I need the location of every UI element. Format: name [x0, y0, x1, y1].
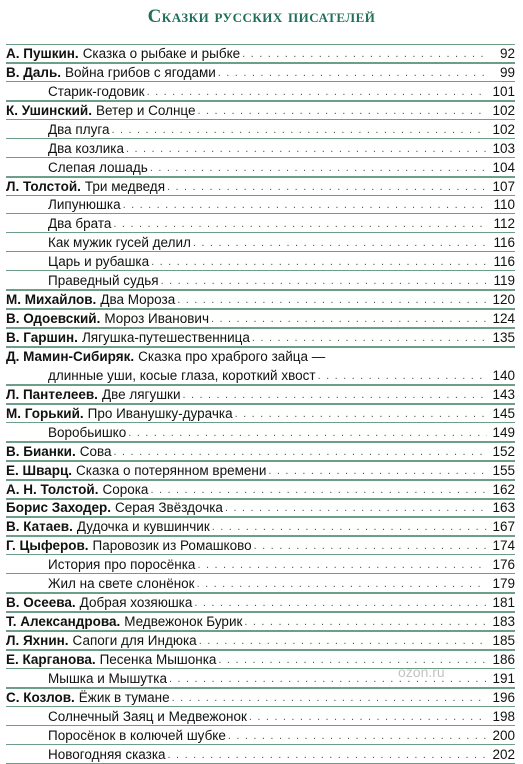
dot-leader — [318, 368, 487, 384]
toc-entry — [6, 385, 515, 404]
toc-work-title: Сказка про храброго зайца — — [138, 348, 326, 364]
toc-work-title: Праведный судья — [48, 273, 159, 289]
dot-leader — [254, 538, 487, 554]
dot-leader — [249, 709, 487, 725]
toc-entry — [6, 101, 515, 120]
toc-page-number: 102 — [492, 102, 515, 118]
toc-work-title: Про Иванушку-дурачка — [87, 405, 233, 421]
toc-page-number: 124 — [492, 311, 515, 327]
toc-work-title: Два козлика — [48, 140, 125, 156]
dot-leader — [126, 141, 487, 157]
dot-leader — [268, 463, 487, 479]
toc-entry — [6, 404, 515, 423]
toc-entry-text — [6, 387, 489, 403]
toc-work-title: Дудочка и кувшинчик — [76, 519, 210, 535]
toc-entry — [6, 555, 515, 574]
toc-work-title: Как мужик гусей делил — [48, 235, 191, 251]
toc-entry-text — [6, 690, 489, 706]
toc-entry-text — [6, 292, 489, 308]
toc-author: В. Одоевский. — [6, 311, 101, 327]
toc-entry — [6, 139, 515, 158]
toc-entry-text — [6, 179, 489, 195]
toc-page-number: 92 — [499, 45, 515, 61]
toc-page-number: 185 — [492, 633, 515, 648]
toc-work-title: Добрая хозяюшка — [79, 595, 193, 611]
toc-work-title: Солнечный Заяц и Медвежонок — [48, 708, 247, 724]
dot-leader — [150, 482, 487, 498]
toc-page-number: 102 — [492, 121, 515, 137]
toc-entry — [6, 707, 515, 726]
toc-entry — [6, 290, 515, 309]
toc-entry-text — [6, 595, 489, 611]
toc-author: Л. Толстой. — [6, 178, 81, 194]
toc-author: А. Пушкин. — [6, 45, 79, 61]
dot-leader — [235, 406, 487, 422]
watermark: ozon.ru — [398, 664, 445, 680]
toc-page-number: 163 — [492, 500, 515, 516]
dot-leader — [114, 444, 487, 460]
dot-leader — [199, 633, 487, 649]
toc-work-title: Сапоги для Индюка — [72, 633, 197, 648]
toc-entry — [6, 196, 515, 215]
toc-entry-text — [6, 311, 489, 327]
toc-entry-text — [6, 614, 489, 630]
toc-author: Борис Заходер. — [6, 500, 112, 516]
toc-entry — [6, 63, 515, 82]
toc-entry — [6, 214, 515, 233]
dot-leader — [128, 425, 487, 441]
toc-author: К. Ушинский. — [6, 102, 92, 118]
table-of-contents — [6, 44, 515, 764]
toc-entry-text — [6, 122, 489, 138]
toc-page-number: 179 — [492, 576, 515, 592]
toc-work-title: Медвежонок Бурик — [124, 614, 243, 630]
toc-entry-text — [6, 482, 489, 498]
toc-page-number: 200 — [492, 727, 515, 743]
toc-entry — [6, 442, 515, 461]
toc-entry — [6, 536, 515, 555]
toc-author: С. Козлов. — [6, 689, 75, 705]
toc-page-number: 112 — [493, 216, 515, 232]
toc-page-number: 101 — [492, 83, 515, 99]
dot-leader — [225, 500, 487, 516]
toc-work-title: Два брата — [48, 216, 112, 232]
toc-entry — [6, 233, 515, 252]
toc-author: В. Даль. — [6, 64, 62, 80]
toc-entry-text — [6, 160, 489, 176]
toc-page-number: 191 — [492, 670, 515, 686]
toc-entry-text — [6, 254, 489, 270]
toc-entry-text — [6, 216, 489, 232]
toc-page-number: 149 — [492, 424, 515, 440]
dot-leader — [244, 614, 487, 630]
dot-leader — [211, 311, 487, 327]
toc-author: М. Михайлов. — [6, 292, 97, 308]
toc-page-number: 152 — [492, 443, 515, 459]
toc-author: Т. Александрова. — [6, 614, 121, 630]
toc-entry-text — [6, 65, 489, 81]
toc-entry — [6, 745, 515, 764]
toc-work-title: длинные уши, косые глаза, короткий хвост — [48, 367, 316, 383]
toc-work-title: Жил на свете слонёнок — [48, 576, 195, 592]
dot-leader — [167, 179, 487, 195]
dot-leader — [218, 652, 487, 668]
toc-entry — [6, 423, 515, 442]
toc-work-title: Ёжик в тумане — [78, 689, 170, 705]
toc-author: В. Осеева. — [6, 595, 76, 611]
toc-page-number: 155 — [492, 462, 515, 478]
toc-entry-text — [6, 747, 489, 763]
toc-entry-text — [6, 235, 489, 251]
toc-author: А. Н. Толстой. — [6, 481, 99, 497]
toc-page-number: 145 — [492, 405, 515, 421]
toc-entry — [6, 726, 515, 745]
toc-entry — [6, 517, 515, 536]
dot-leader — [242, 46, 487, 62]
dot-leader — [228, 728, 487, 744]
toc-work-title: Паровозик из Ромашково — [92, 538, 252, 554]
dot-leader — [177, 292, 487, 308]
toc-page-number: 99 — [499, 64, 515, 80]
toc-entry-text — [6, 538, 489, 554]
dot-leader — [172, 690, 487, 706]
toc-entry — [6, 499, 515, 518]
toc-entry-text — [6, 500, 489, 516]
toc-work-title: Слепая лошадь — [48, 159, 148, 175]
toc-work-title: Поросёнок в колючей шубке — [48, 727, 226, 743]
dot-leader — [168, 747, 487, 763]
toc-page-number: 119 — [493, 273, 515, 289]
toc-entry — [6, 574, 515, 593]
toc-entry-text — [6, 103, 489, 119]
toc-work-title: Новогодняя сказка — [48, 746, 166, 762]
toc-page-number: 176 — [492, 557, 515, 573]
toc-page-number: 116 — [493, 254, 515, 270]
toc-page-number: 186 — [492, 651, 515, 667]
toc-work-title: Серая Звёздочка — [115, 500, 223, 516]
toc-entry — [6, 120, 515, 139]
toc-entry — [6, 271, 515, 290]
toc-work-title: Царь и рубашка — [48, 254, 150, 270]
dot-leader — [197, 557, 487, 573]
toc-work-title: Сорока — [102, 481, 149, 497]
dot-leader — [194, 595, 487, 611]
dot-leader — [193, 235, 487, 251]
toc-author: Е. Шварц. — [6, 462, 72, 478]
toc-author: Л. Яхнин. — [6, 633, 69, 648]
toc-entry — [6, 252, 515, 271]
toc-entry-text — [6, 425, 489, 441]
toc-author: В. Катаев. — [6, 519, 73, 535]
toc-entry-text — [6, 633, 489, 649]
toc-author: Л. Пантелеев. — [6, 386, 98, 402]
toc-page-number: 167 — [492, 519, 515, 535]
toc-work-title: Мороз Иванович — [104, 311, 209, 327]
toc-entry-text — [6, 463, 489, 479]
toc-entry-text — [6, 197, 489, 213]
toc-work-title: Война грибов с ягодами — [65, 64, 216, 80]
toc-entry-text — [6, 46, 489, 62]
toc-work-title: Сказка о потерянном времени — [76, 462, 267, 478]
toc-author: Е. Карганова. — [6, 651, 96, 667]
toc-author: В. Гаршин. — [6, 330, 78, 345]
toc-page-number: 181 — [492, 595, 515, 611]
toc-entry — [6, 309, 515, 328]
toc-page-number: 104 — [492, 159, 515, 175]
toc-work-title: Старик-годовик — [48, 83, 145, 99]
toc-entry-text — [6, 273, 489, 289]
toc-entry-text — [6, 406, 489, 422]
toc-entry — [6, 158, 515, 177]
toc-page-number: 198 — [492, 708, 515, 724]
dot-leader — [113, 216, 487, 232]
toc-page-number: 202 — [492, 746, 515, 762]
toc-author: М. Горький. — [6, 405, 84, 421]
dot-leader — [198, 103, 488, 119]
toc-entry-text — [6, 330, 489, 346]
toc-page-number: 183 — [492, 614, 515, 630]
toc-entry-text — [6, 444, 489, 460]
toc-entry — [6, 688, 515, 707]
dot-leader — [252, 330, 487, 346]
toc-work-title: История про поросёнка — [48, 557, 196, 573]
toc-entry-text — [6, 557, 489, 573]
toc-work-title: Ветер и Солнце — [95, 102, 196, 118]
toc-entry-text — [6, 84, 489, 100]
dot-leader — [147, 84, 487, 100]
dot-leader — [197, 576, 487, 592]
toc-work-title: Липунюшка — [48, 197, 121, 213]
dot-leader — [218, 65, 487, 81]
dot-leader — [112, 122, 488, 138]
toc-entry — [6, 44, 515, 63]
toc-entry — [6, 631, 515, 650]
toc-entry — [6, 177, 515, 196]
toc-entry — [6, 593, 515, 612]
toc-author: В. Бианки. — [6, 443, 76, 459]
dot-leader — [123, 197, 487, 213]
toc-page-number: 110 — [493, 197, 515, 213]
toc-author: Г. Цыферов. — [6, 538, 89, 554]
toc-entry-text — [6, 519, 489, 535]
toc-author: Д. Мамин-Сибиряк. — [6, 348, 135, 364]
toc-entry-text — [6, 368, 489, 384]
toc-entry — [6, 82, 515, 101]
toc-entry — [6, 347, 515, 366]
toc-work-title: Воробьишко — [48, 424, 127, 440]
toc-work-title: Три медведя — [84, 178, 165, 194]
dot-leader — [183, 387, 488, 403]
toc-entry — [6, 612, 515, 631]
toc-entry-text — [6, 576, 489, 592]
toc-work-title: Мышка и Мышутка — [48, 670, 167, 686]
toc-work-title: Два Мороза — [100, 292, 176, 308]
dot-leader — [151, 254, 487, 270]
toc-entry — [6, 366, 515, 385]
toc-page-number: 143 — [492, 386, 515, 402]
toc-work-title: Два плуга — [48, 121, 110, 137]
toc-work-title: Сова — [79, 443, 112, 459]
dot-leader — [161, 273, 487, 289]
toc-entry-text — [6, 728, 489, 744]
toc-work-title: Песенка Мышонка — [99, 651, 217, 667]
toc-page-number: 135 — [492, 330, 515, 345]
toc-work-title: Сказка о рыбаке и рыбке — [82, 45, 241, 61]
toc-page-number: 116 — [493, 235, 515, 251]
toc-work-title: Лягушка-путешественница — [81, 330, 250, 345]
toc-entry — [6, 461, 515, 480]
dot-leader — [212, 519, 487, 535]
toc-page-number: 107 — [492, 178, 515, 194]
toc-entry-text — [6, 141, 489, 157]
toc-page-number: 120 — [492, 292, 515, 308]
toc-page-number: 140 — [492, 367, 515, 383]
toc-entry-text — [6, 349, 489, 365]
toc-work-title: Две лягушки — [101, 386, 181, 402]
toc-entry — [6, 328, 515, 347]
toc-page-number: 103 — [492, 140, 515, 156]
toc-page-number: 196 — [492, 689, 515, 705]
toc-entry — [6, 480, 515, 499]
toc-entry-text — [6, 709, 489, 725]
toc-page-number: 174 — [492, 538, 515, 554]
page-title: Сказки русских писателей — [147, 6, 376, 27]
dot-leader — [150, 160, 487, 176]
toc-page-number: 162 — [492, 481, 515, 497]
